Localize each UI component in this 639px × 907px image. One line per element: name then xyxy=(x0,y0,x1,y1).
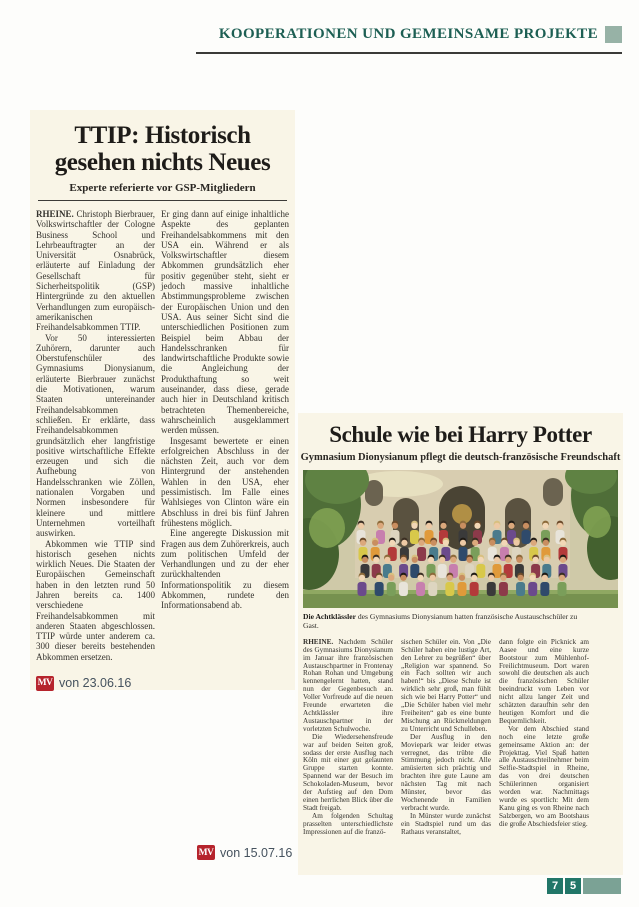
section-header xyxy=(190,26,622,43)
article-harry-subtitle: Gymnasium Dionysianum pflegt die deutsch-französische Freundschaft xyxy=(300,451,621,463)
paragraph: dann folgte ein Picknick am Aasee und eine kurze Bootstour zum Mühlenhof-Freilichtmuseum. Dort waren sowohl die deutschen als auch die französischen Schüler beeindruckt vom Leben vor nicht allzu langer Zeit und schätzten daraufhin sehr den heutigen Komfort und die Bequemlichkeit. xyxy=(499,637,589,725)
article-ttip-rule xyxy=(38,200,287,201)
mv-newspaper-logo: MV xyxy=(36,676,54,691)
section-header-title: KOOPERATIONEN UND GEMEINSAME PROJEKTE xyxy=(218,26,598,42)
article-ttip-body xyxy=(36,209,289,691)
source-stamp-1 xyxy=(36,676,155,691)
paragraph: Am folgenden Schultag prasselten unterschiedlichste Impressionen auf die franzö- xyxy=(303,811,393,836)
clipping-date: von 15.07.16 xyxy=(220,845,293,860)
photo-caption: Die Achtklässler des Gymnasiums Dionysianum hatten französische Austauschschüler zu Gast. xyxy=(303,611,578,630)
paragraph: Er ging dann auf einige inhaltliche Aspekte des geplanten Freihandelsabkommens mit den USA ein. Während er als Volkswirtschaftler diesem Abkommen grundsätzlich eher positiv gegenüber steht, sieht er jedoch massive inhaltliche Abstimmungsprobleme zwischen der Europäischen Union und den USA. Aus seiner Sicht sind die unterschiedlichen Positionen zum Beispiel beim Abbau der Handelsschranken für landwirtschaftliche Produkte sowie die Angleichung der Produkthaftung so weit auseinander, dass diese, gerade auch hier in Deutschland kritisch betrachteten Themenbereiche, wahrscheinlich ausgeklammert werden müssen. xyxy=(161,209,289,436)
article-harry-clipping xyxy=(298,413,623,875)
dateline: RHEINE. xyxy=(36,209,74,219)
page-number-digit-2: 5 xyxy=(565,878,581,894)
article-harry-title: Schule wie bei Harry Potter xyxy=(329,422,592,447)
paragraph: Abkommen wie TTIP sind historisch gesehen nichts wirklich Neues. Die Staaten der Europäischen Gemeinschaft haben in den letzten rund 50 Jahren bereits ca. 1400 verschiedene Freihandelsabkommen mit anderen Staaten abgeschlossen. TTIP würde unter anderem ca. 300 dieser bereits bestehenden Abkommen ersetzen. xyxy=(36,538,155,662)
paragraph: RHEINE. Christoph Bierbrauer, Volkswirtschaftler der Cologne Business School und Lehrbeauftragter an der Universität Osnabrück, erläuterte auf Einladung der Gesellschaft für Sicherheitspolitik (GSP) Hintergründe zu den aktuellen Verhandlungen zum europäisch-amerikanischen Freihandelsabkommen TTIP. xyxy=(36,209,156,333)
source-stamp-2 xyxy=(197,845,292,860)
article-ttip-clipping xyxy=(30,110,295,690)
article-harry-column-1 xyxy=(303,639,393,837)
section-header-square-icon xyxy=(605,26,622,43)
page-number-spacer xyxy=(583,878,621,894)
paragraph: RHEINE. Nachdem Schüler des Gymnasiums Dionysianum im Januar ihre französischen Austauschpartner in Frontenay Rohan Rohan und Umgebung kennengelernt hatten, stand nun der Gegenbesuch an. Voller Vorfreude auf die neuen Freunde erwarteten die Achtklässler ihre Austauschpartner in der vorletzten Schulwoche. xyxy=(303,637,393,733)
paragraph: Eine angeregte Diskussion mit Fragen aus dem Zuhörerkreis, auch zum politischen Umfeld der Verhandlungen und zu der eher zurückhaltenden Informationspolitik zu diesem Abkommen, rundete den Informationsabend ab. xyxy=(161,528,289,611)
dateline: RHEINE. xyxy=(303,637,334,646)
mv-newspaper-logo: MV xyxy=(197,845,215,860)
article-ttip-column-1 xyxy=(36,209,155,691)
header-rule xyxy=(196,52,622,54)
page-number-digit-1: 7 xyxy=(547,878,563,894)
article-ttip-title: TTIP: Historisch gesehen nichts Neues xyxy=(54,122,271,176)
article-harry-column-3 xyxy=(499,639,589,837)
page-number xyxy=(547,878,621,894)
paragraph: sischen Schüler ein. Von „Die Schüler haben eine lustige Art, den Lehrer zu begrüßen“ über „Religion war spannend. So ein Fach sollten wir auch haben!“ bis „Diese Schule ist wirklich sehr groß, man fühlt sich wie bei Harry Potter“ und „Die Schüler haben viel mehr Freiheiten“ gab es eine bunte Mischung an Rückmeldungen zu Unterricht und Schulleben. xyxy=(401,637,491,733)
group-photo xyxy=(303,470,618,608)
paragraph: Insgesamt bewertete er einen erfolgreichen Abschluss in der nächsten Zeit, auch vor dem Hintergrund der anstehenden Wahlen in den USA, eher pessimistisch. Im Falle eines Wahlsieges von Clinton wäre ein Abschluss in drei bis fünf Jahren frühestens möglich. xyxy=(161,435,289,528)
article-harry-body xyxy=(303,639,589,837)
paragraph: Vor 50 interessierten Zuhörern, darunter auch Oberstufenschüler des Gymnasiums Dionysianum, erläuterte Bierbrauer zunächst die Motivationen, warum Staaten untereinander Freihandelsabkommen schließen. Er erklärte, dass Freihandelsabkommen grundsätzlich eher langfristige positive wirtschaftliche Effekte erzeugen und sich die Aufhebung von Handelsschranken wie Zöllen, nationalen Vorgaben und Normen insbesondere für kleinere und mittlere Unternehmen vorteilhaft auswirken. xyxy=(36,332,155,539)
paragraph: In Münster wurde zunächst ein Stadtspiel rund um das Rathaus veranstaltet, xyxy=(401,811,491,836)
paragraph: Vor dem Abschied stand noch eine letzte große gemeinsame Aktion an: der Projekttag. Viel Spaß hatten alle Austauschteilnehmer beim Selfie-Stadtspiel in Rheine, das von drei deutschen Schülerinnen organisiert worden war. Nachmittags wurde es sportlich: Mit dem Kanu ging es von Rheine nach Salzbergen, wo am Bootshaus die große Abschiedsfeier stieg. xyxy=(499,724,589,828)
paragraph: Die Wiedersehensfreude war auf beiden Seiten groß, sodass der erste Ausflug nach Köln mit einer gut gelaunten Gruppe starten konnte. Spannend war der Besuch im Schokoladen-Museum, bevor der Aufstieg auf den Dom einen herrlichen Blick über die Stadt freigab. xyxy=(303,732,393,812)
article-harry-column-2 xyxy=(401,639,491,837)
paragraph: Der Ausflug in den Moviepark war leider etwas verregnet, das trübte die Stimmung jedoch nicht. Alle amüsierten sich prächtig und brachten ihre gute Laune am nächsten Tag mit nach Münster, bevor das Wochenende in Familien verbracht wurde. xyxy=(401,732,491,812)
article-ttip-subtitle: Experte referierte vor GSP-Mitgliedern xyxy=(69,182,256,194)
clipping-date: von 23.06.16 xyxy=(59,676,132,691)
article-ttip-column-2 xyxy=(161,209,289,691)
